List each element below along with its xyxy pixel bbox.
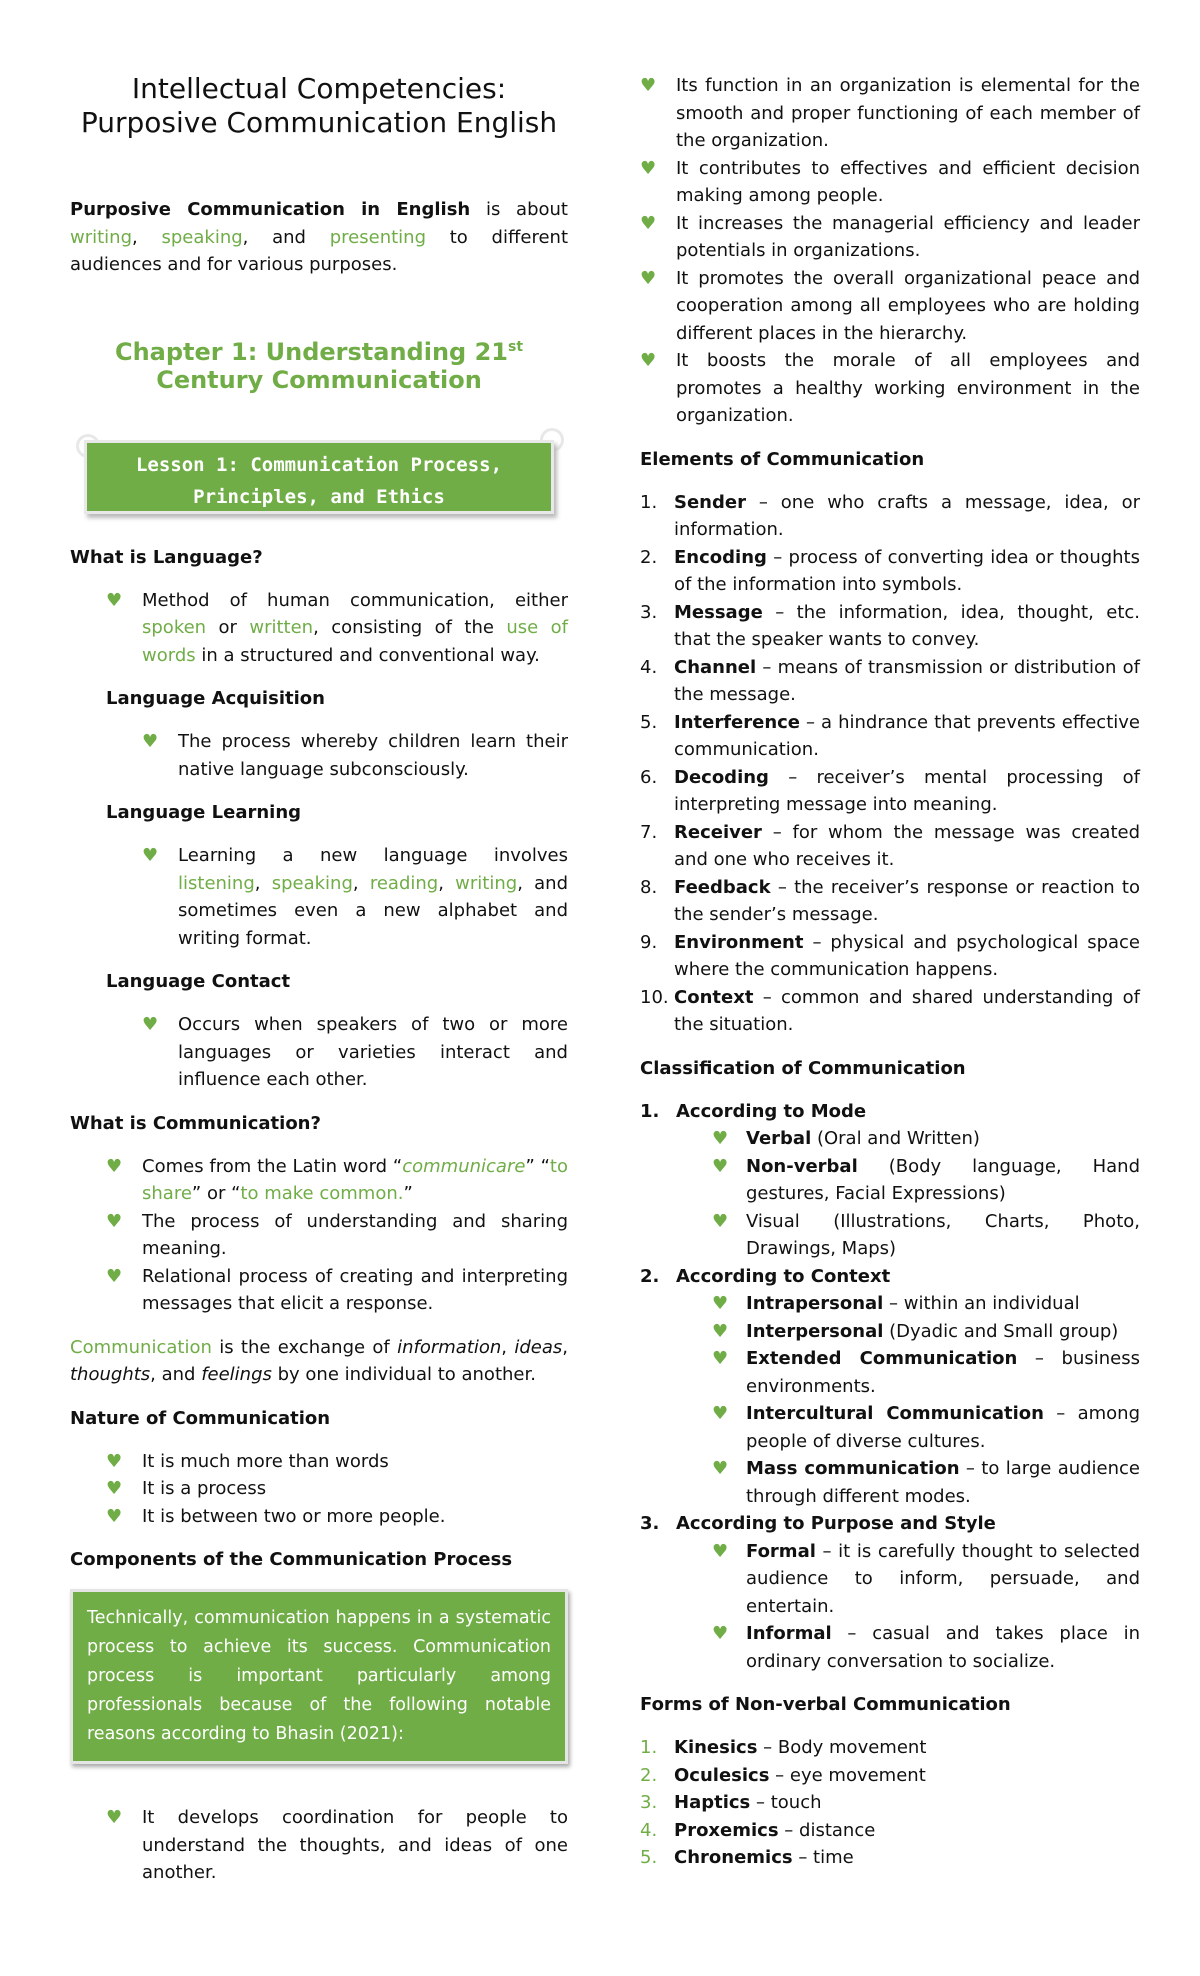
definition: – one who crafts a message, idea, or information. xyxy=(674,491,1140,540)
term: Haptics xyxy=(674,1792,751,1813)
heart-icon: ♥ xyxy=(712,1403,729,1424)
classification-mode xyxy=(604,1098,1140,1126)
list-item xyxy=(604,1125,1140,1153)
definition: – time xyxy=(792,1847,854,1868)
chapter-line-2: Century Communication xyxy=(156,365,482,394)
list-item xyxy=(604,1318,1140,1346)
intro-writing: writing xyxy=(70,226,133,248)
text-feelings: feelings xyxy=(201,1364,272,1385)
heart-icon: ♥ xyxy=(106,1450,123,1472)
context-list xyxy=(604,1290,1140,1510)
list-item xyxy=(604,984,1140,1039)
term: Intercultural Communication xyxy=(746,1403,1044,1424)
heart-icon: ♥ xyxy=(712,1540,729,1562)
classification-context xyxy=(604,1263,1140,1291)
right-column xyxy=(640,0,1140,1872)
definition: (Oral and Written) xyxy=(811,1128,980,1149)
list-item xyxy=(604,210,1140,265)
list-item xyxy=(604,489,1140,544)
section-heading-classification: Classification of Communication xyxy=(640,1057,966,1079)
item-number: 3. xyxy=(640,1792,658,1813)
learning-list xyxy=(70,842,568,952)
item-number: 1. xyxy=(640,1737,658,1758)
term: Encoding xyxy=(674,546,767,568)
heart-icon: ♥ xyxy=(640,267,657,289)
text: The process of understanding and sharing meaning. xyxy=(142,1210,568,1259)
nonverbal-list xyxy=(604,1734,1140,1872)
list-item xyxy=(70,1011,568,1094)
classification-purpose xyxy=(604,1510,1140,1538)
text: , and xyxy=(150,1364,202,1385)
list-item xyxy=(604,1538,1140,1621)
term: Kinesics xyxy=(674,1737,758,1758)
definition: – receiver’s mental processing of interpreting message into meaning. xyxy=(674,766,1140,815)
list-item xyxy=(604,544,1140,599)
section-heading-components: Components of the Communication Process xyxy=(70,1549,513,1570)
text: Comes from the Latin word “ xyxy=(142,1155,403,1177)
definition: – touch xyxy=(750,1792,822,1813)
term: Message xyxy=(674,601,763,623)
term: Oculesics xyxy=(674,1764,770,1786)
definition: Visual (Illustrations, Charts, Photo, Drawings, Maps) xyxy=(746,1210,1140,1259)
text: by one individual to another. xyxy=(271,1364,536,1385)
list-item xyxy=(70,1263,568,1318)
list-item xyxy=(604,1817,1140,1845)
definition: – casual and takes place in ordinary conversation to socialize. xyxy=(746,1623,1140,1672)
term: Intrapersonal xyxy=(746,1293,884,1314)
term: Non-verbal xyxy=(746,1155,858,1177)
text: Its function in an organization is elemental for the smooth and proper functioning of each member of the organization. xyxy=(676,75,1140,151)
list-item xyxy=(604,874,1140,929)
item-number: 9. xyxy=(640,931,658,953)
term: Formal xyxy=(746,1540,816,1562)
text: is the exchange of xyxy=(211,1336,398,1358)
text: Occurs when speakers of two or more languages or varieties interact and influence each other. xyxy=(178,1014,568,1090)
heart-icon: ♥ xyxy=(712,1458,729,1479)
list-item xyxy=(604,599,1140,654)
list-item xyxy=(604,1455,1140,1510)
heart-icon: ♥ xyxy=(712,1348,729,1369)
text-thoughts: thoughts xyxy=(70,1364,151,1385)
text-use-of-words: use of words xyxy=(142,617,569,666)
components-callout-box: Technically, communication happens in a systematic process to achieve its success. Communication process is important particularly among professionals because of the following notable reasons according to Bhasin (2021): xyxy=(70,1589,568,1764)
term: Verbal xyxy=(746,1128,812,1149)
definition: – means of transmission or distribution of the message. xyxy=(674,656,1140,705)
intro-bold: Purposive Communication in English xyxy=(70,199,471,220)
list-item xyxy=(70,1475,568,1503)
title-line-2: Purposive Communication English xyxy=(80,106,558,139)
term: Extended Communication xyxy=(746,1348,1018,1369)
heart-icon: ♥ xyxy=(712,1623,729,1644)
list-item xyxy=(604,929,1140,984)
item-number: 3. xyxy=(640,601,658,623)
title-line-1: Intellectual Competencies: xyxy=(131,72,507,105)
item-number: 1. xyxy=(640,491,658,513)
left-column xyxy=(70,0,568,1887)
components-list-continued xyxy=(604,72,1140,430)
lesson-line-2: Principles, and Ethics xyxy=(193,485,445,508)
text-latin: communicare xyxy=(402,1155,526,1177)
list-item xyxy=(604,709,1140,764)
list-item xyxy=(604,1762,1140,1790)
section-heading-nonverbal: Forms of Non-verbal Communication xyxy=(640,1694,1011,1715)
term: Channel xyxy=(674,656,757,678)
text-information: information xyxy=(397,1336,502,1358)
text: It promotes the overall organizational peace and cooperation among all employees who are holding different places in the hierarchy. xyxy=(676,267,1140,344)
lesson-title xyxy=(84,440,554,514)
heart-icon: ♥ xyxy=(640,75,657,96)
language-list xyxy=(70,587,568,670)
definition: – for whom the message was created and one who receives it. xyxy=(674,821,1140,870)
item-number: 7. xyxy=(640,821,658,843)
item-number: 5. xyxy=(640,711,658,733)
section-heading-communication: What is Communication? xyxy=(70,1112,321,1134)
list-item xyxy=(604,1290,1140,1318)
list-item xyxy=(604,1844,1140,1872)
text: It contributes to effectives and efficient decision making among people. xyxy=(676,157,1140,206)
term: Context xyxy=(674,986,754,1008)
acquisition-list xyxy=(70,728,568,783)
mode-list xyxy=(604,1125,1140,1263)
list-item xyxy=(604,1153,1140,1208)
classification-list xyxy=(604,1098,1140,1676)
definition: – a hindrance that prevents effective communication. xyxy=(674,711,1140,760)
text: It develops coordination for people to understand the thoughts, and ideas of one another. xyxy=(142,1807,568,1883)
text-ideas: ideas xyxy=(514,1336,563,1358)
list-item xyxy=(604,265,1140,348)
text: Learning a new language involves xyxy=(178,845,568,866)
text-communication: Communication xyxy=(70,1336,212,1358)
list-item xyxy=(604,1400,1140,1455)
classification-heading: According to Purpose and Style xyxy=(676,1513,996,1534)
subheading-contact: Language Contact xyxy=(106,971,291,992)
section-heading-language: What is Language? xyxy=(70,546,263,568)
list-item xyxy=(604,1620,1140,1675)
list-item xyxy=(604,347,1140,430)
list-item xyxy=(604,1734,1140,1762)
list-item xyxy=(70,1503,568,1531)
term: Sender xyxy=(674,491,746,513)
chapter-sup: st xyxy=(507,338,524,355)
item-number: 10. xyxy=(640,986,669,1008)
heart-icon: ♥ xyxy=(106,589,123,611)
term: Feedback xyxy=(674,876,771,898)
item-number: 2. xyxy=(640,1265,660,1287)
list-item xyxy=(604,654,1140,709)
communication-list xyxy=(70,1153,568,1318)
item-number: 6. xyxy=(640,766,658,788)
chapter-title xyxy=(70,333,568,394)
list-item xyxy=(604,819,1140,874)
text-writing: writing xyxy=(455,872,518,894)
item-number: 4. xyxy=(640,1819,658,1841)
definition: – the receiver’s response or reaction to the sender’s message. xyxy=(674,876,1140,925)
list-item xyxy=(604,764,1140,819)
list-item: ♥ Learning a new language involves listening, speaking, reading, writing, and sometimes even a new alphabet and writing format. xyxy=(70,842,568,952)
item-number: 1. xyxy=(640,1100,660,1122)
subheading-acquisition: Language Acquisition xyxy=(106,688,325,709)
item-number: 3. xyxy=(640,1513,660,1534)
text: or xyxy=(206,617,250,638)
text: ” xyxy=(403,1183,413,1204)
definition: – it is carefully thought to selected audience to inform, persuade, and entertain. xyxy=(746,1540,1140,1617)
heart-icon: ♥ xyxy=(712,1320,729,1342)
heart-icon: ♥ xyxy=(712,1210,729,1232)
list-item xyxy=(604,1208,1140,1263)
item-number: 5. xyxy=(640,1847,658,1868)
text: Relational process of creating and interpreting messages that elicit a response. xyxy=(142,1265,568,1314)
intro-text: is about xyxy=(470,199,568,220)
definition: – common and shared understanding of the situation. xyxy=(674,986,1140,1035)
purpose-list xyxy=(604,1538,1140,1676)
term: Decoding xyxy=(674,766,769,788)
text: It is much more than words xyxy=(142,1450,389,1472)
text: , and sometimes even a new alphabet and writing format. xyxy=(178,872,568,949)
item-number: 2. xyxy=(640,1764,658,1786)
term: Mass communication xyxy=(746,1458,960,1479)
heart-icon: ♥ xyxy=(106,1478,123,1499)
definition: – the information, idea, thought, etc. that the speaker wants to convey. xyxy=(674,601,1140,650)
term: Informal xyxy=(746,1623,832,1644)
classification-heading: According to Context xyxy=(676,1265,891,1287)
item-number: 4. xyxy=(640,656,658,678)
chapter-line-1: Chapter 1: Understanding 21 xyxy=(114,337,508,366)
definition: – among people of diverse cultures. xyxy=(746,1403,1140,1452)
heart-icon: ♥ xyxy=(106,1265,123,1287)
list-item xyxy=(70,728,568,783)
definition: – business environments. xyxy=(746,1348,1140,1397)
intro-paragraph xyxy=(70,196,568,279)
intro-text: to different audiences and for various purposes. xyxy=(70,226,568,275)
list-item xyxy=(70,587,568,670)
text-common: to make common. xyxy=(240,1183,404,1204)
heart-icon: ♥ xyxy=(640,212,657,234)
term: Receiver xyxy=(674,821,762,843)
nature-list xyxy=(70,1448,568,1531)
lesson-banner xyxy=(74,432,566,528)
term: Environment xyxy=(674,931,804,953)
subheading-learning: Language Learning xyxy=(106,802,302,823)
term: Proxemics xyxy=(674,1819,779,1841)
heart-icon: ♥ xyxy=(712,1155,729,1177)
heart-icon: ♥ xyxy=(640,157,657,179)
list-item xyxy=(604,1345,1140,1400)
section-heading-nature: Nature of Communication xyxy=(70,1407,331,1429)
term: Interpersonal xyxy=(746,1320,884,1342)
list-item xyxy=(70,1153,568,1208)
heart-icon: ♥ xyxy=(142,731,159,752)
definition: – process of converting idea or thoughts of the information into symbols. xyxy=(674,546,1140,595)
text-share: to share xyxy=(142,1155,568,1204)
heart-icon: ♥ xyxy=(142,845,159,866)
text: It increases the managerial efficiency and leader potentials in organizations. xyxy=(676,212,1140,261)
contact-list xyxy=(70,1011,568,1094)
page-title xyxy=(70,72,568,140)
text: It is a process xyxy=(142,1478,267,1499)
heart-icon: ♥ xyxy=(106,1210,123,1232)
components-list-start xyxy=(70,1804,568,1887)
definition: – Body movement xyxy=(757,1737,927,1758)
definition: – within an individual xyxy=(883,1293,1080,1314)
text: It is between two or more people. xyxy=(142,1505,446,1527)
list-item xyxy=(70,1804,568,1887)
text-speaking: speaking xyxy=(271,872,353,894)
heart-icon: ♥ xyxy=(640,350,657,371)
communication-definition: Communication is the exchange of information, ideas, thoughts, and feelings by one individual to another. xyxy=(70,1336,568,1385)
elements-list xyxy=(604,489,1140,1039)
term: Interference xyxy=(674,711,801,733)
list-item xyxy=(604,72,1140,155)
text-listening: listening xyxy=(178,872,255,894)
heart-icon: ♥ xyxy=(106,1807,123,1828)
definition: – distance xyxy=(778,1819,876,1841)
definition: – eye movement xyxy=(769,1764,926,1786)
heart-icon: ♥ xyxy=(712,1128,729,1149)
list-item xyxy=(604,155,1140,210)
definition: (Dyadic and Small group) xyxy=(883,1320,1119,1342)
list-item xyxy=(70,1208,568,1263)
list-item xyxy=(70,1448,568,1476)
lesson-line-1: Lesson 1: Communication Process, xyxy=(135,453,503,476)
heart-icon: ♥ xyxy=(106,1505,123,1527)
definition: – physical and psychological space where the communication happens. xyxy=(674,931,1140,980)
item-number: 2. xyxy=(640,546,658,568)
definition: (Body language, Hand gestures, Facial Expressions) xyxy=(746,1155,1140,1204)
item-number: 8. xyxy=(640,876,658,898)
intro-text: , and xyxy=(242,226,330,248)
heart-icon: ♥ xyxy=(142,1014,159,1035)
section-heading-elements: Elements of Communication xyxy=(640,448,925,470)
text-written: written xyxy=(249,617,314,638)
heart-icon: ♥ xyxy=(712,1293,729,1314)
intro-comma: , xyxy=(132,226,162,248)
text: , consisting of the xyxy=(313,617,507,638)
heart-icon: ♥ xyxy=(106,1155,123,1177)
text: ” “ xyxy=(525,1155,550,1177)
text: It boosts the morale of all employees and promotes a healthy working environment in the organization. xyxy=(676,350,1140,426)
definition: – to large audience through different modes. xyxy=(746,1458,1141,1507)
term: Chronemics xyxy=(674,1847,793,1868)
text: Method of human communication, either xyxy=(142,589,568,611)
text-reading: reading xyxy=(369,872,439,894)
intro-presenting: presenting xyxy=(329,226,426,248)
text: in a structured and conventional way. xyxy=(195,644,540,666)
text: The process whereby children learn their native language subconsciously. xyxy=(178,731,568,780)
text: ” or “ xyxy=(191,1183,241,1204)
list-item xyxy=(604,1789,1140,1817)
intro-speaking: speaking xyxy=(161,226,243,248)
text-spoken: spoken xyxy=(142,617,207,638)
classification-heading: According to Mode xyxy=(676,1100,867,1122)
